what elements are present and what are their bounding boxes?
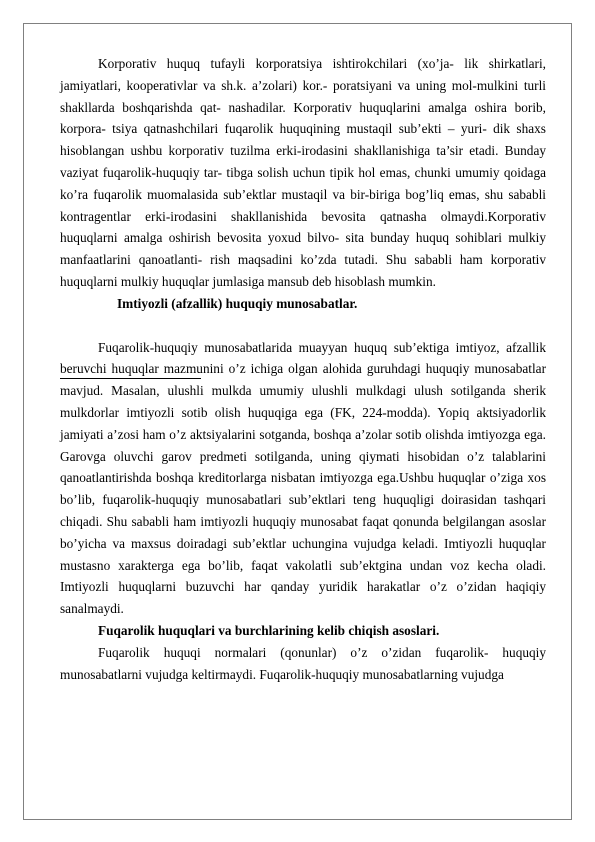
paragraph-civil-law-norms: Fuqarolik huquqi normalari (qonunlar) o’z o’zidan fuqarolik- huquqiy munosabatlarni vujudga keltirmaydi. Fuqarolik-huquqiy munosabatlarning vujudga [60, 644, 546, 682]
document-body [60, 53, 546, 685]
paragraph-corporate-rights: Korporativ huquq tufayli korporatsiya ishtirokchilari (xo’ja- lik shirkatlari, jamiyatlari, kooperativlar va sh.k. a’zolari) kor.- poratsiyani va uning mol-mulkini turli shakllarda boshqarishda qat- nashadilar. Korporativ huquqlarini amalga oshira borib, korpora- tsiya qatnashchilari fuqarolik huquqining mustaqil sub’ekti – yuri- dik shaxs hisoblangan ushbu korporativ tuzilma erki-irodasini shakllanishiga ta’sir etadi. Bunday vaziyat fuqarolik-huquqiy tar- tibga solish uchun tipik hol emas, chunki umumiy qoidaga ko’ra fuqarolik muomalasida sub’ektlar mustaqil va bir-biriga bog’liq emas, shu sababli kontragentlar erki-irodasini shakllanishida bevosita qatnasha olmaydi.Korporativ huquqlarni amalga oshirish bevosita yoxud bilvo- sita bunday huquq sohiblari mulkiy manfaatlarini qanoatlanti- rish maqsadini ko’zda tutadi. Shu sababli ham korporativ huquqlarni mulkiy huquqlar jumlasiga mansub deb hisoblash mumkin. [60, 56, 546, 289]
paragraph-preferential-rights: Fuqarolik-huquqiy munosabatlarida muayyan huquq sub’ektiga imtiyoz, afzallik beruvchi huquqlar mazmunini o’z ichiga olgan alohida guruhdagi huquqiy munosabatlar mavjud. Masalan, ulushli mulkda umumiy ulushli mulkdagi ulush sotilganda sherik mulkdorlar imtiyozli sotib olish huquqiga ega (FK, 224-modda). Yopiq aktsiyadorlik jamiyati a’zosi ham o’z aktsiyalarini sotganda, boshqa a’zolar sotib olishda imtiyozga ega. Garovga oluvchi garov predmeti sotilganda, uning qiymati hisobidan o’z talablarini qanoatlantirishda boshqa kreditorlarga nisbatan imtiyozga ega.Ushbu huquqlar o’ziga xos bo’lib, fuqarolik-huquqiy munosabatlari sub’ektlari teng huquqligi doirasidan tashqari chiqadi. Shu sababli ham imtiyozli huquqiy munosabat faqat qonunda belgilangan asoslar bo’yicha va maxsus doiradagi sub’ektlar uchungina vujudga keladi. Imtiyozli huquqlar mustasno xarakterga ega bo’lib, faqat vakolatli sub’ektgina undan voz kecha oladi. Imtiyozli huquqlarni buzuvchi har qanday yuridik harakatlar o’z o’zidan haqiqiy sanalmaydi. [60, 339, 546, 617]
heading-grounds-of-rights: Fuqarolik huquqlari va burchlarining kelib chiqish asoslari. [98, 622, 440, 638]
section-gap [60, 315, 546, 337]
heading-preferential-relations: Imtiyozli (afzallik) huquqiy munosabatlar. [117, 295, 358, 311]
